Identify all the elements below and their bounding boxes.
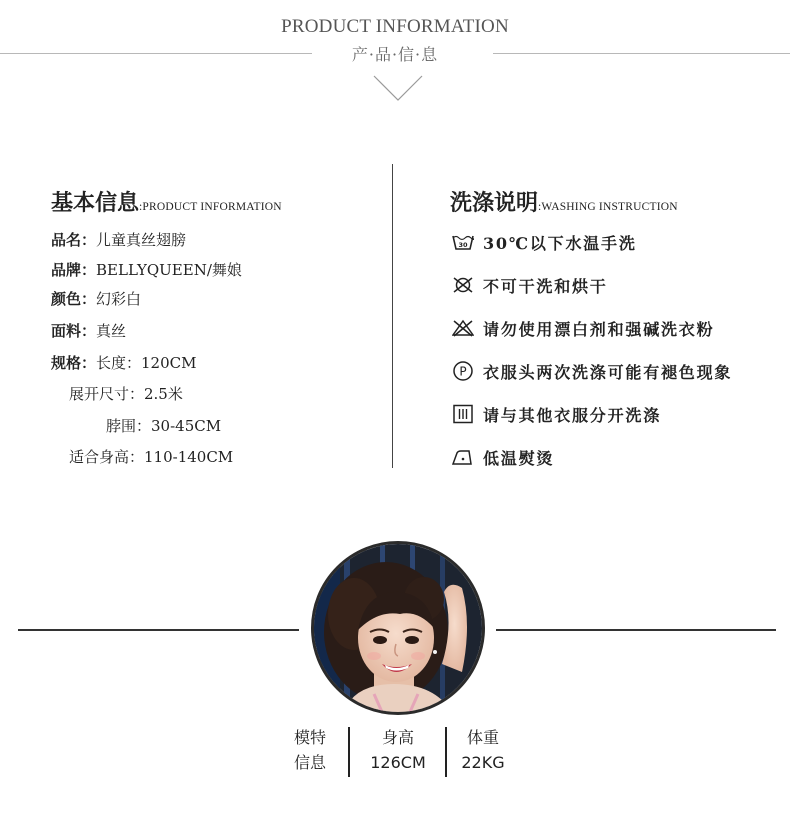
spec-value: 展开尺寸：2.5米: [69, 385, 183, 403]
spec-row-height: [69, 446, 233, 467]
info-separator: [445, 727, 447, 777]
wash-temp-label: 30: [458, 241, 468, 249]
wash-text: 低温熨烫: [483, 448, 555, 468]
wash-text: 衣服头两次洗涤可能有褪色现象: [483, 362, 733, 382]
basic-info-heading: [51, 186, 282, 217]
info-line: 身高: [381, 728, 414, 747]
model-divider-left: [18, 629, 299, 631]
info-separator: [348, 727, 350, 777]
model-divider-right: [496, 629, 776, 631]
spec-row-size: [51, 352, 196, 373]
low-iron-icon: [451, 446, 475, 468]
wash-item: [451, 445, 554, 469]
spec-row-neck: [106, 415, 221, 436]
spec-label: 品牌：: [51, 261, 97, 279]
wash-separately-icon: [451, 403, 475, 425]
basic-info-title-en: :PRODUCT INFORMATION: [139, 201, 282, 213]
spec-value: 幻彩白: [96, 290, 142, 308]
spec-value: 适合身高：110-140CM: [69, 448, 234, 466]
wash-30-icon: [451, 231, 475, 253]
wash-item: [451, 230, 637, 254]
chevron-down-icon: [372, 72, 424, 104]
spec-value: BELLYQUEEN/舞娘: [96, 261, 242, 279]
spec-row-fabric: [51, 320, 126, 341]
wash-item: [451, 273, 608, 297]
wash-text: 请与其他衣服分开洗涤: [483, 405, 662, 425]
model-weight: [452, 725, 514, 775]
professional-clean-icon: [451, 360, 475, 382]
washing-heading: [450, 186, 678, 217]
no-bleach-icon: [451, 317, 475, 339]
no-dry-clean-icon: [451, 274, 475, 296]
spec-label: 品名：: [51, 231, 97, 249]
column-divider: [392, 164, 393, 468]
model-info-label: [279, 725, 341, 775]
model-photo: [311, 541, 485, 715]
info-line: 22KG: [461, 753, 505, 772]
info-line: 信息: [293, 753, 326, 772]
wash-item: [451, 316, 714, 340]
spec-value: 脖围：30-45CM: [106, 417, 222, 435]
info-line: 模特: [293, 728, 326, 747]
spec-label: 面料：: [51, 322, 97, 340]
spec-value: 真丝: [96, 322, 127, 340]
spec-row-name: [51, 229, 186, 250]
spec-row-color: [51, 288, 141, 309]
professional-clean-label: P: [459, 364, 467, 379]
wash-item: [451, 359, 732, 383]
spec-label: 规格：: [51, 354, 97, 372]
wash-text: 请勿使用漂白剂和强碱洗衣粉: [483, 319, 715, 339]
wash-text: 30℃以下水温手洗: [483, 233, 637, 253]
header-title: PRODUCT INFORMATION: [281, 16, 509, 37]
wash-text: 不可干洗和烘干: [483, 276, 608, 296]
washing-title: 洗涤说明: [450, 190, 539, 216]
spec-row-span: [69, 383, 183, 404]
spec-value: 儿童真丝翅膀: [96, 231, 187, 249]
spec-value: 长度：120CM: [96, 354, 197, 372]
info-line: 126CM: [370, 753, 426, 772]
header-subtitle: 产·品·信·息: [351, 45, 439, 64]
spec-row-brand: [51, 259, 242, 280]
spec-label: 颜色：: [51, 290, 97, 308]
wash-item: [451, 402, 661, 426]
info-line: 体重: [466, 728, 499, 747]
basic-info-title: 基本信息: [51, 190, 140, 216]
washing-title-en: :WASHING INSTRUCTION: [538, 201, 678, 213]
model-height: [360, 725, 436, 775]
